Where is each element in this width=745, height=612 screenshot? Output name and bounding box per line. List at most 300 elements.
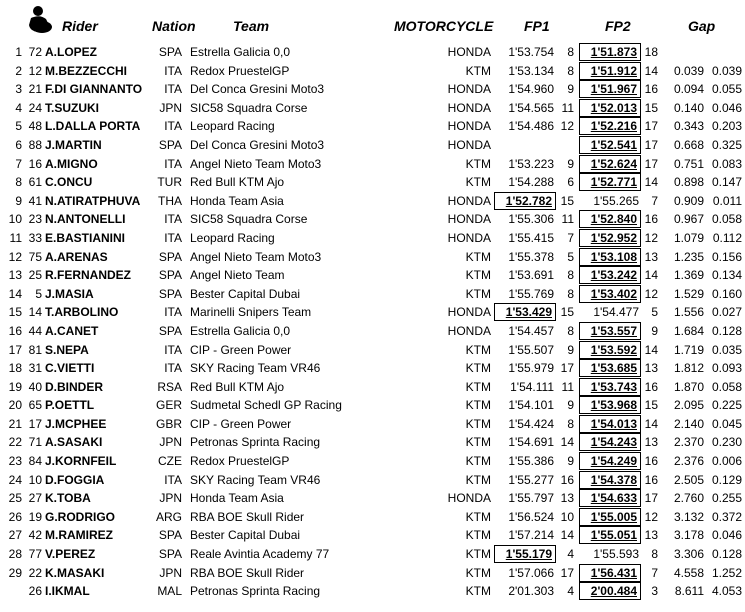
- nation: SPA: [158, 323, 182, 338]
- rider-number: 25: [28, 268, 42, 283]
- gap-first: 2.140: [673, 416, 704, 431]
- nation: RSA: [157, 379, 182, 394]
- team-name: CIP - Green Power: [190, 342, 292, 357]
- nation: MAL: [157, 584, 182, 599]
- fp2-time: 1'56.431: [579, 564, 641, 582]
- gap-previous: 0.058: [711, 212, 742, 227]
- nation: ITA: [164, 156, 182, 171]
- gap-first: 3.132: [673, 509, 704, 524]
- fp1-time: 1'55.386: [508, 454, 554, 469]
- fp2-lap: 16: [644, 82, 658, 97]
- table-row: [0, 266, 745, 285]
- gap-previous: 0.129: [711, 472, 742, 487]
- fp1-time: 1'54.486: [508, 119, 554, 134]
- gap-previous: 0.055: [711, 82, 742, 97]
- fp2-lap: 14: [644, 342, 658, 357]
- position: 18: [8, 361, 22, 376]
- table-row: [0, 229, 745, 248]
- motorcycle: HONDA: [447, 323, 491, 338]
- team-name: Angel Nieto Team: [190, 268, 285, 283]
- fp1-time: 1'55.979: [508, 361, 554, 376]
- gap-previous: 0.230: [711, 435, 742, 450]
- team-name: Red Bull KTM Ajo: [190, 175, 285, 190]
- gap-first: 2.760: [673, 491, 704, 506]
- fp2-time: 1'52.840: [579, 210, 641, 228]
- gap-first: 1.812: [673, 361, 704, 376]
- team-name: Bester Capital Dubai: [190, 286, 301, 301]
- position: 27: [8, 528, 22, 543]
- fp2-time: 1'52.771: [579, 173, 641, 191]
- rider-number: 19: [28, 509, 42, 524]
- rider-name: S.NEPA: [45, 342, 89, 357]
- position: 22: [8, 435, 22, 450]
- rider-number: 40: [28, 379, 42, 394]
- gap-previous: 0.134: [711, 268, 742, 283]
- nation: SPA: [158, 137, 182, 152]
- motorcycle: HONDA: [447, 491, 491, 506]
- fp2-time: 1'54.378: [579, 471, 641, 489]
- fp1-lap: 13: [560, 491, 574, 506]
- rider-name: J.MASIA: [45, 286, 94, 301]
- fp1-time: 1'54.457: [508, 323, 554, 338]
- rider-name: K.MASAKI: [45, 565, 105, 580]
- team-name: Estrella Galicia 0,0: [190, 45, 291, 59]
- position: 25: [8, 491, 22, 506]
- nation: GER: [155, 398, 182, 413]
- gap-first: 4.558: [673, 565, 704, 580]
- rider-name: E.BASTIANINI: [45, 230, 126, 245]
- fp2-time: 1'51.912: [579, 62, 641, 80]
- team-name: Angel Nieto Team Moto3: [190, 156, 322, 171]
- fp1-lap: 9: [567, 342, 574, 357]
- rider-number: 33: [28, 230, 42, 245]
- motorcycle: KTM: [465, 547, 491, 562]
- gap-first: 0.343: [673, 119, 704, 134]
- table-row: [0, 285, 745, 304]
- position: 8: [15, 175, 22, 190]
- rider-name: N.ANTONELLI: [45, 212, 126, 227]
- nation: GBR: [155, 416, 182, 431]
- col-header-gap: Gap: [688, 18, 716, 34]
- fp1-time: 1'55.507: [508, 342, 554, 357]
- rider-name: P.OETTL: [45, 398, 95, 413]
- motorcycle: HONDA: [447, 45, 491, 59]
- gap-first: 3.306: [673, 547, 704, 562]
- fp2-lap: 17: [644, 491, 658, 506]
- nation: JPN: [159, 491, 182, 506]
- fp1-time: 1'56.524: [508, 509, 554, 524]
- position: 1: [15, 45, 22, 59]
- rider-name: C.VIETTI: [45, 361, 95, 376]
- nation: ITA: [164, 230, 182, 245]
- rider-number: 31: [28, 361, 42, 376]
- rider-name: G.RODRIGO: [45, 509, 116, 524]
- fp2-time: 1'52.952: [579, 229, 641, 247]
- fp1-lap: 6: [567, 175, 574, 190]
- fp2-time: 1'54.633: [579, 489, 641, 507]
- rider-name: J.MARTIN: [45, 137, 102, 152]
- gap-first: 0.967: [673, 212, 704, 227]
- fp1-lap: 8: [567, 416, 574, 431]
- gap-first: 0.668: [673, 137, 704, 152]
- rider-name: A.ARENAS: [45, 249, 108, 264]
- rider-name: M.BEZZECCHI: [45, 63, 127, 78]
- gap-first: 1.870: [673, 379, 704, 394]
- fp1-lap: 8: [567, 63, 574, 78]
- rider-number: 26: [28, 584, 42, 599]
- rider-number: 65: [28, 398, 42, 413]
- nation: ITA: [164, 119, 182, 134]
- nation: TUR: [157, 175, 182, 190]
- fp1-lap: 9: [567, 454, 574, 469]
- team-name: SKY Racing Team VR46: [190, 472, 321, 487]
- rider-number: 48: [28, 119, 42, 134]
- nation: THA: [158, 193, 182, 208]
- gap-first: 1.556: [673, 305, 704, 320]
- fp1-time: 1'53.223: [508, 156, 554, 171]
- fp2-lap: 12: [644, 509, 658, 524]
- gap-first: 0.039: [673, 63, 704, 78]
- fp2-lap: 17: [644, 137, 658, 152]
- table-row: [0, 508, 745, 527]
- fp2-time: 1'52.541: [579, 136, 641, 154]
- motorcycle: HONDA: [447, 212, 491, 227]
- position: 9: [15, 193, 22, 208]
- fp2-time: 1'51.967: [579, 80, 641, 98]
- gap-previous: 0.255: [711, 491, 742, 506]
- table-row: [0, 322, 745, 341]
- table-row: [0, 433, 745, 452]
- fp1-lap: 9: [567, 82, 574, 97]
- position: 24: [8, 472, 22, 487]
- fp2-lap: 7: [651, 565, 658, 580]
- motorcycle: KTM: [465, 472, 491, 487]
- rider-name: R.FERNANDEZ: [45, 268, 131, 283]
- col-header-fp2: FP2: [605, 18, 631, 34]
- fp2-time: 1'53.685: [579, 359, 641, 377]
- fp2-time: 1'51.873: [579, 43, 641, 61]
- team-name: CIP - Green Power: [190, 416, 292, 431]
- gap-first: 0.909: [673, 193, 704, 208]
- fp2-lap: 13: [644, 435, 658, 450]
- fp2-lap: 14: [644, 416, 658, 431]
- rider-number: 12: [28, 63, 42, 78]
- position: 13: [8, 268, 22, 283]
- rider-number: 10: [28, 472, 42, 487]
- fp1-time: 1'54.960: [508, 82, 554, 97]
- fp2-time: 1'54.013: [579, 415, 641, 433]
- team-name: Leopard Racing: [190, 119, 275, 134]
- fp2-time: 1'52.624: [579, 155, 641, 173]
- fp1-lap: 4: [567, 547, 574, 562]
- position: 21: [8, 416, 22, 431]
- team-name: Leopard Racing: [190, 230, 275, 245]
- table-row: [0, 415, 745, 434]
- motorcycle: KTM: [465, 416, 491, 431]
- fp1-lap: 8: [567, 45, 574, 59]
- fp1-lap: 9: [567, 156, 574, 171]
- table-row: [0, 452, 745, 471]
- fp2-time: 1'55.265: [593, 193, 639, 208]
- fp1-time: 1'54.565: [508, 100, 554, 115]
- rider-name: L.DALLA PORTA: [45, 119, 141, 134]
- gap-previous: 0.225: [711, 398, 742, 413]
- table-row: [0, 341, 745, 360]
- nation: ITA: [164, 212, 182, 227]
- position: 28: [8, 547, 22, 562]
- col-header-team: Team: [233, 18, 270, 34]
- motorcycle: KTM: [465, 379, 491, 394]
- nation: SPA: [158, 268, 182, 283]
- fp2-time: 1'53.557: [579, 322, 641, 340]
- gap-previous: 0.156: [711, 249, 742, 264]
- gap-previous: 0.046: [711, 100, 742, 115]
- fp2-lap: 17: [644, 119, 658, 134]
- table-row: [0, 303, 745, 322]
- motorcycle: KTM: [465, 342, 491, 357]
- table-row: [0, 80, 745, 99]
- team-name: Del Conca Gresini Moto3: [190, 137, 325, 152]
- rider-number: 16: [28, 156, 42, 171]
- fp2-lap: 13: [644, 528, 658, 543]
- nation: SPA: [158, 249, 182, 264]
- rider-number: 21: [28, 82, 42, 97]
- rider-number: 77: [28, 547, 42, 562]
- fp1-lap: 16: [560, 472, 574, 487]
- col-header-fp1: FP1: [524, 18, 550, 34]
- rider-number: 41: [28, 193, 42, 208]
- gap-previous: 0.006: [711, 454, 742, 469]
- fp1-lap: 8: [567, 323, 574, 338]
- fp2-lap: 15: [644, 100, 658, 115]
- team-name: Bester Capital Dubai: [190, 528, 301, 543]
- motorcycle: KTM: [465, 268, 491, 283]
- table-row: [0, 62, 745, 81]
- table-row: [0, 526, 745, 545]
- motorcycle: HONDA: [447, 82, 491, 97]
- gap-first: 1.684: [673, 323, 704, 338]
- gap-first: 8.611: [674, 584, 704, 599]
- team-name: Sudmetal Schedl GP Racing: [190, 398, 342, 413]
- fp1-lap: 12: [560, 119, 574, 134]
- team-name: Redox PruestelGP: [190, 454, 290, 469]
- fp1-lap: 17: [560, 565, 574, 580]
- fp1-time: 1'52.782: [494, 192, 556, 210]
- nation: ITA: [164, 82, 182, 97]
- rider-number: 5: [35, 286, 42, 301]
- fp1-lap: 14: [560, 528, 574, 543]
- table-row: [0, 248, 745, 267]
- gap-previous: 0.035: [711, 342, 742, 357]
- table-row: [0, 545, 745, 564]
- table-row: [0, 43, 745, 62]
- fp1-time: 1'57.066: [508, 565, 554, 580]
- fp2-time: 1'54.477: [593, 305, 639, 320]
- fp2-lap: 13: [644, 361, 658, 376]
- rider-name: I.IKMAL: [45, 584, 90, 599]
- fp1-lap: 8: [567, 268, 574, 283]
- team-name: Reale Avintia Academy 77: [190, 547, 330, 562]
- rider-name: A.MIGNO: [45, 156, 98, 171]
- fp1-lap: 14: [560, 435, 574, 450]
- position: 10: [8, 212, 22, 227]
- gap-first: 1.529: [673, 286, 704, 301]
- gap-first: 2.370: [673, 435, 704, 450]
- fp2-lap: 17: [644, 156, 658, 171]
- rider-name: V.PEREZ: [45, 547, 96, 562]
- results-header: [0, 0, 745, 42]
- table-row: [0, 155, 745, 174]
- team-name: RBA BOE Skull Rider: [190, 565, 305, 580]
- fp1-lap: 8: [567, 286, 574, 301]
- gap-previous: 0.058: [711, 379, 742, 394]
- gap-first: 2.095: [673, 398, 704, 413]
- results-table: [0, 43, 745, 601]
- fp1-time: 1'53.134: [508, 63, 554, 78]
- position: 19: [8, 379, 22, 394]
- nation: ITA: [164, 305, 182, 320]
- position: 23: [8, 454, 22, 469]
- gap-first: 2.505: [673, 472, 704, 487]
- gap-previous: 0.128: [711, 547, 742, 562]
- rider-name: J.KORNFEIL: [45, 454, 117, 469]
- gap-previous: 0.147: [711, 175, 742, 190]
- table-row: [0, 136, 745, 155]
- motorcycle: HONDA: [447, 100, 491, 115]
- position: 11: [9, 230, 22, 245]
- team-name: Angel Nieto Team Moto3: [190, 249, 322, 264]
- rider-number: 14: [28, 305, 42, 320]
- motorcycle: KTM: [465, 528, 491, 543]
- fp2-time: 1'55.593: [593, 547, 639, 562]
- fp2-lap: 13: [644, 249, 658, 264]
- table-row: [0, 378, 745, 397]
- fp1-time: 1'53.754: [508, 45, 554, 59]
- rider-name: T.SUZUKI: [45, 100, 99, 115]
- motorcycle: KTM: [465, 286, 491, 301]
- gap-first: 0.751: [673, 156, 704, 171]
- rider-name: M.RAMIREZ: [45, 528, 113, 543]
- gap-first: 3.178: [673, 528, 704, 543]
- fp2-lap: 16: [644, 379, 658, 394]
- motorcycle: KTM: [465, 435, 491, 450]
- position: 6: [15, 137, 22, 152]
- fp2-time: 1'53.968: [579, 396, 641, 414]
- rider-name: A.CANET: [45, 323, 99, 338]
- gap-previous: 0.160: [711, 286, 742, 301]
- position: 29: [8, 565, 22, 580]
- motorcycle: KTM: [465, 398, 491, 413]
- nation: JPN: [159, 100, 182, 115]
- gap-first: 2.376: [673, 454, 704, 469]
- table-row: [0, 359, 745, 378]
- fp2-lap: 9: [651, 323, 658, 338]
- nation: SPA: [158, 547, 182, 562]
- position: 20: [8, 398, 22, 413]
- gap-first: 0.898: [673, 175, 704, 190]
- rider-number: 22: [28, 565, 42, 580]
- gap-previous: 0.372: [711, 509, 742, 524]
- position: 14: [8, 286, 22, 301]
- motorcycle: KTM: [465, 565, 491, 580]
- team-name: SIC58 Squadra Corse: [190, 100, 308, 115]
- fp2-time: 1'54.243: [579, 433, 641, 451]
- fp2-lap: 12: [644, 286, 658, 301]
- fp2-time: 1'52.013: [579, 99, 641, 117]
- fp1-lap: 17: [560, 361, 574, 376]
- fp2-time: 2'00.484: [579, 582, 641, 600]
- fp2-lap: 7: [651, 193, 658, 208]
- motorcycle: KTM: [465, 63, 491, 78]
- team-name: Del Conca Gresini Moto3: [190, 82, 325, 97]
- rider-number: 61: [28, 175, 42, 190]
- position: 3: [15, 82, 22, 97]
- position: 12: [8, 249, 22, 264]
- rider-number: 24: [28, 100, 42, 115]
- fp1-time: 1'55.306: [508, 212, 554, 227]
- gap-previous: 0.039: [711, 63, 742, 78]
- fp2-time: 1'55.051: [579, 526, 641, 544]
- rider-name: D.BINDER: [45, 379, 104, 394]
- table-row: [0, 471, 745, 490]
- rider-number: 71: [28, 435, 42, 450]
- team-name: Estrella Galicia 0,0: [190, 323, 291, 338]
- fp1-time: 1'55.179: [494, 545, 556, 563]
- nation: JPN: [159, 565, 182, 580]
- position: 26: [8, 509, 22, 524]
- position: 7: [15, 156, 22, 171]
- position: 4: [15, 100, 22, 115]
- nation: ARG: [155, 509, 182, 524]
- col-header-motorcycle: MOTORCYCLE: [394, 18, 494, 34]
- team-name: RBA BOE Skull Rider: [190, 509, 305, 524]
- fp2-lap: 18: [644, 45, 658, 59]
- rider-number: 44: [28, 323, 42, 338]
- table-row: [0, 582, 745, 601]
- rider-number: 81: [28, 342, 42, 357]
- fp2-time: 1'53.592: [579, 341, 641, 359]
- table-row: [0, 564, 745, 583]
- team-name: Petronas Sprinta Racing: [190, 435, 321, 450]
- gap-previous: 0.325: [711, 137, 742, 152]
- gap-previous: 0.128: [711, 323, 742, 338]
- fp2-time: 1'53.108: [579, 248, 641, 266]
- gap-first: 1.079: [673, 230, 704, 245]
- table-row: [0, 173, 745, 192]
- fp1-time: 1'54.424: [508, 416, 554, 431]
- gap-previous: 0.203: [711, 119, 742, 134]
- rider-number: 17: [28, 416, 42, 431]
- team-name: SIC58 Squadra Corse: [190, 212, 308, 227]
- fp1-lap: 4: [567, 584, 574, 599]
- gap-first: 0.094: [673, 82, 704, 97]
- fp2-time: 1'53.402: [579, 285, 641, 303]
- fp2-lap: 3: [651, 584, 658, 599]
- col-header-nation: Nation: [152, 18, 196, 34]
- motorcycle: KTM: [465, 175, 491, 190]
- position: 17: [8, 342, 22, 357]
- gap-previous: 0.011: [712, 193, 742, 208]
- motorcycle: HONDA: [447, 230, 491, 245]
- fp1-lap: 9: [567, 398, 574, 413]
- position: 15: [8, 305, 22, 320]
- team-name: Honda Team Asia: [190, 193, 284, 208]
- nation: ITA: [164, 342, 182, 357]
- gap-previous: 0.027: [711, 305, 742, 320]
- team-name: Red Bull KTM Ajo: [190, 379, 285, 394]
- fp1-time: 1'54.101: [508, 398, 554, 413]
- fp2-time: 1'55.005: [579, 508, 641, 526]
